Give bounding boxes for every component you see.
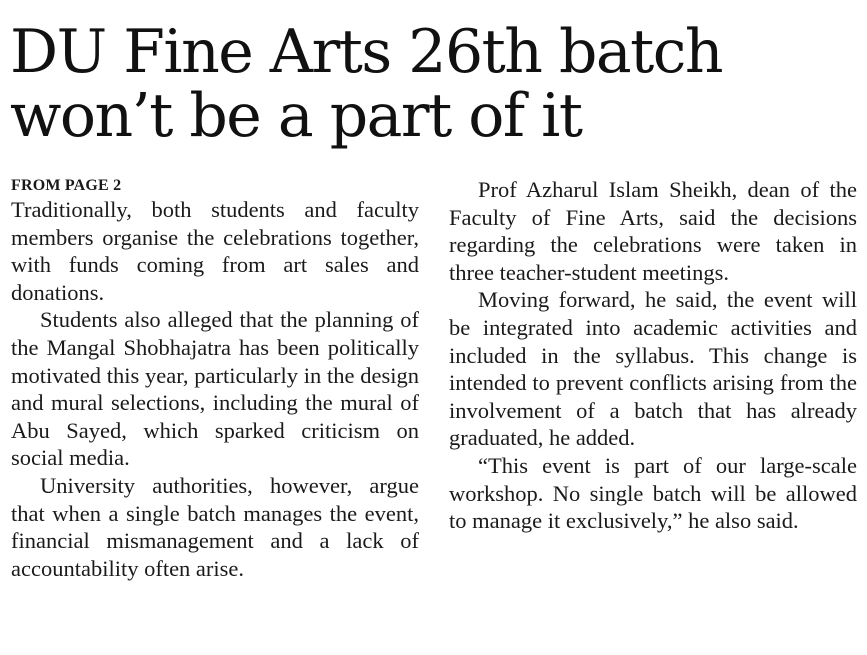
headline-line-1: DU Fine Arts 26th batch (10, 17, 722, 87)
right-paragraph-2: Moving forward, he said, the event will be integrated into academic activities and included in the syllabus. This change is intended to prevent conflicts arising from the involvement of a batch that has already graduated, he added. (449, 287, 857, 451)
right-paragraph-3: “This event is part of our large-scale workshop. No single batch will be allowed to manage it exclusively,” he also said. (449, 452, 857, 534)
left-paragraph-3: University authorities, however, argue that when a single batch manages the event, financial mismanagement and a lack of accountability often arise. (11, 472, 419, 581)
left-column (11, 176, 419, 582)
headline (10, 17, 860, 151)
headline-line-2: won’t be a part of it (10, 81, 582, 151)
right-column (449, 176, 857, 535)
right-paragraph-1: Prof Azharul Islam Sheikh, dean of the Faculty of Fine Arts, said the decisions regarding the celebrations were taken in three teacher-student meetings. (449, 177, 857, 285)
left-paragraph-1: Traditionally, both students and faculty members organise the celebrations together, with funds coming from art sales and donations. (11, 197, 419, 305)
left-paragraph-2: Students also alleged that the planning of the Mangal Shobhajatra has been politically motivated this year, particularly in the design and mural selections, including the mural of Abu Sayed, which sparked criticism on social media. (11, 307, 419, 471)
from-page-kicker: FROM PAGE 2 (11, 177, 122, 194)
